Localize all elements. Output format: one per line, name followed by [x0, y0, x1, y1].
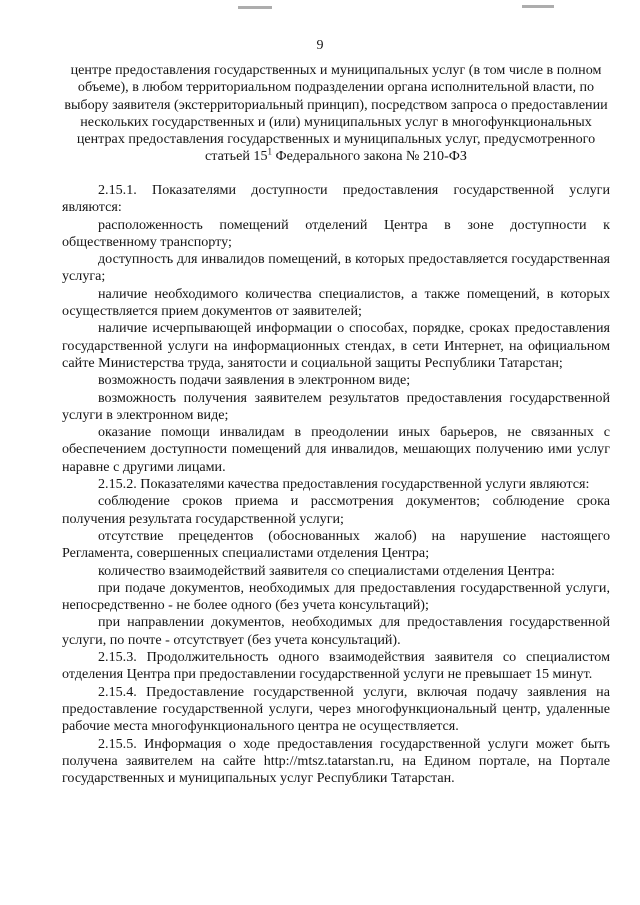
- paragraph: соблюдение сроков приема и рассмотрения документов; соблюдение срока получения результата государственной услуги;: [62, 493, 610, 527]
- section-heading-2-15-1: 2.15.1. Показателями доступности предоставления государственной услуги являются:: [62, 182, 610, 216]
- page-number: 9: [316, 38, 324, 53]
- paragraph: возможность подачи заявления в электронном виде;: [98, 372, 411, 389]
- section-heading-2-15-2: 2.15.2. Показателями качества предоставления государственной услуги являются:: [98, 476, 590, 493]
- intro-paragraph: [62, 62, 610, 166]
- intro-superscript: 1: [267, 146, 273, 157]
- paragraph: оказание помощи инвалидам в преодолении иных барьеров, не связанных с обеспечением доступности помещений для инвалидов, мешающих получению ими услуг наравне с другими лицами.: [62, 424, 610, 475]
- paragraph: наличие исчерпывающей информации о способах, порядке, сроках предоставления государственной услуги на информационных стендах, в сети Интернет, на официальном сайте Министерства труда, занятости и социальной защиты Республики Татарстан;: [62, 320, 610, 371]
- paragraph: отсутствие прецедентов (обоснованных жалоб) на нарушение настоящего Регламента, совершенных специалистами отделения Центра;: [62, 527, 610, 562]
- section-2-15-5: 2.15.5. Информация о ходе предоставления государственной услуги может быть получена заявителем на сайте http://mtsz.tatarstan.ru, на Едином портале, на Портале государственных и муниципальных услуг Республики Татарстан.: [62, 735, 610, 787]
- paragraph: возможность получения заявителем результатов предоставления государственной услуги в электронном виде;: [62, 389, 610, 423]
- paragraph: количество взаимодействий заявителя со специалистами отделения Центра:: [98, 562, 555, 579]
- scan-artifact: [522, 5, 554, 8]
- intro-text: центре предоставления государственных и муниципальных услуг (в том числе в полном объеме), в любом территориальном подразделении органа исполнительной власти, по выбору заявителя (экстерриториальный принцип), посредством запроса о предоставлении нескольких государственных и (или) муниципальных услуг в многофункциональных центрах предоставления государственных и муниципальных услуг, предусмотренного статьей 15: [64, 62, 608, 165]
- document-body: [62, 182, 610, 787]
- section-2-15-3: 2.15.3. Продолжительность одного взаимодействия заявителя со специалистом отделения Центра при предоставлении государственной услуги не превышает 15 минут.: [62, 649, 610, 683]
- paragraph: расположенность помещений отделений Центра в зоне доступности к общественному транспорту;: [62, 216, 610, 250]
- paragraph: наличие необходимого количества специалистов, а также помещений, в которых осуществляется прием документов от заявителей;: [62, 285, 610, 320]
- section-2-15-4: 2.15.4. Предоставление государственной услуги, включая подачу заявления на предоставление государственной услуги, через многофункциональный центр, удаленные рабочие места многофункционального центра не осуществляется.: [62, 683, 610, 735]
- paragraph: доступность для инвалидов помещений, в которых предоставляется государственная услуга;: [62, 251, 610, 285]
- scan-artifact: [238, 6, 272, 9]
- paragraph: при подаче документов, необходимых для предоставления государственной услуги, непосредственно - не более одного (без учета консультаций);: [62, 579, 610, 614]
- paragraph: при направлении документов, необходимых для предоставления государственной услуги, по почте - отсутствует (без учета консультаций).: [62, 614, 610, 648]
- intro-tail: Федерального закона № 210-ФЗ: [272, 148, 467, 165]
